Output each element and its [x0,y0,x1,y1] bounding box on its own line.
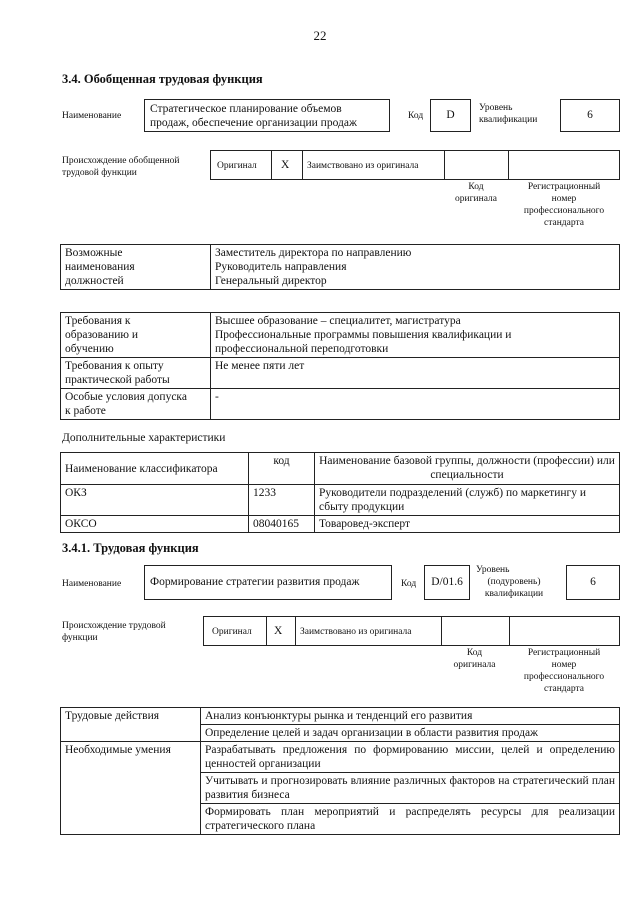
table-cell: ОКЗ [61,485,249,516]
level-label-line: (подуровень) [487,577,541,587]
original-label: Оригинал [217,161,257,171]
origin-table [203,616,620,646]
section-title: 3.4. Обобщенная трудовая функция [62,72,263,86]
function-name-line: Стратегическое планирование объемов [150,103,342,115]
original-label: Оригинал [212,627,252,637]
table-cell: 1233 [249,485,315,516]
level-value-box: 6 [560,99,620,132]
caption-line: Код [466,648,483,658]
level-label-line: квалификации [484,589,544,599]
origin-label-line: трудовой функции [62,168,137,178]
registration-caption [508,647,620,695]
label-line: к работе [65,405,106,417]
column-header: Наименование классификатора [61,453,249,485]
code-value-box: D/01.6 [424,565,470,600]
label-line: Требования к [65,315,131,327]
action-item: Определение целей и задач организации в области развития продаж [201,725,620,742]
function-details-table [60,707,620,835]
name-label: Наименование [62,579,122,589]
caption-line: номер [551,194,577,204]
origin-label [62,155,180,179]
label-line: Особые условия допуска [65,391,187,403]
skill-item: Учитывать и прогнозировать влияние различных факторов на стратегический план развития бизнеса [201,773,620,804]
requirement-label [61,313,211,358]
subsection-title: 3.4.1. Трудовая функция [62,541,199,555]
caption-line: профессионального [523,206,605,216]
value-line: Профессиональные программы повышения квалификации и [215,329,512,341]
position-item: Генеральный директор [215,275,327,287]
table-cell: ОКСО [61,516,249,533]
caption-line: стандарта [544,684,584,694]
requirement-value [211,389,620,420]
caption-line: Регистрационный [527,648,601,658]
requirement-value [211,358,620,389]
classifier-table [60,452,620,533]
function-name-line: продаж, обеспечение организации продаж [150,117,357,129]
table-row [61,708,620,725]
table-cell: Руководители подразделений (служб) по маркетингу и сбыту продукции [315,485,620,516]
table-row [61,313,620,358]
level-label-line: Уровень [479,103,513,113]
code-label: Код [408,111,424,121]
origin-label-line: Происхождение обобщенной [62,156,180,166]
positions-label [61,245,211,290]
table-row [61,358,620,389]
registration-caption [508,181,620,229]
positions-table [60,244,620,290]
origin-label-line: Происхождение трудовой [62,621,166,631]
table-row [61,485,620,516]
value-line: профессиональной переподготовки [215,343,389,355]
code-original-caption [441,647,508,671]
caption-line: Код [468,182,484,192]
label-line: должностей [65,275,124,287]
caption-line: оригинала [453,660,496,670]
extra-title: Дополнительные характеристики [62,432,226,444]
borrowed-label: Заимствовано из оригинала [300,627,412,637]
caption-line: номер [551,660,577,670]
caption-line: оригинала [455,194,497,204]
code-original-caption [444,181,508,205]
level-label [479,102,537,126]
label-line: Возможные [65,247,123,259]
original-mark: X [274,625,283,637]
table-header-row [61,453,620,485]
level-label-line: Уровень [476,565,510,575]
function-name-box [144,99,390,132]
table-cell: 08040165 [249,516,315,533]
value-line: Высшее образование – специалитет, магистратура [215,315,461,327]
requirement-value [211,313,620,358]
actions-label: Трудовые действия [61,708,201,742]
caption-line: профессионального [523,672,605,682]
label-line: практической работы [65,374,170,386]
value-line: Не менее пяти лет [215,360,305,372]
label-line: Требования к опыту [65,360,164,372]
requirements-table [60,312,620,420]
action-item: Анализ конъюнктуры рынка и тенденций его развития [201,708,620,725]
table-cell: Товаровед-эксперт [315,516,620,533]
position-item: Руководитель направления [215,261,347,273]
borrowed-label: Заимствовано из оригинала [307,161,419,171]
skills-label: Необходимые умения [61,742,201,835]
positions-list [211,245,620,290]
requirement-label [61,389,211,420]
table-row [61,516,620,533]
code-label: Код [401,579,417,589]
origin-table [210,150,620,180]
table-row [61,389,620,420]
function-name-box: Формирование стратегии развития продаж [144,565,392,600]
label-line: образованию и [65,329,138,341]
column-header: код [249,453,315,485]
value-line: - [215,391,219,403]
level-value-box: 6 [566,565,620,600]
caption-line: Регистрационный [527,182,601,192]
skill-item: Формировать план мероприятий и распределять ресурсы для реализации стратегического плана [201,804,620,835]
level-label [476,564,552,600]
skill-item: Разрабатывать предложения по формированию миссии, целей и определению ценностей организации [201,742,620,773]
label-line: наименования [65,261,135,273]
table-row [61,742,620,773]
page-number: 22 [313,28,327,43]
name-label: Наименование [62,111,122,121]
caption-line: стандарта [544,218,584,228]
level-label-line: квалификации [479,115,538,125]
origin-label [62,620,166,644]
position-item: Заместитель директора по направлению [215,247,412,259]
origin-label-line: функции [62,633,98,643]
code-value-box: D [430,99,471,132]
column-header: Наименование базовой группы, должности (профессии) или специальности [315,453,620,485]
original-mark: X [281,159,290,171]
label-line: обучению [65,343,114,355]
requirement-label [61,358,211,389]
